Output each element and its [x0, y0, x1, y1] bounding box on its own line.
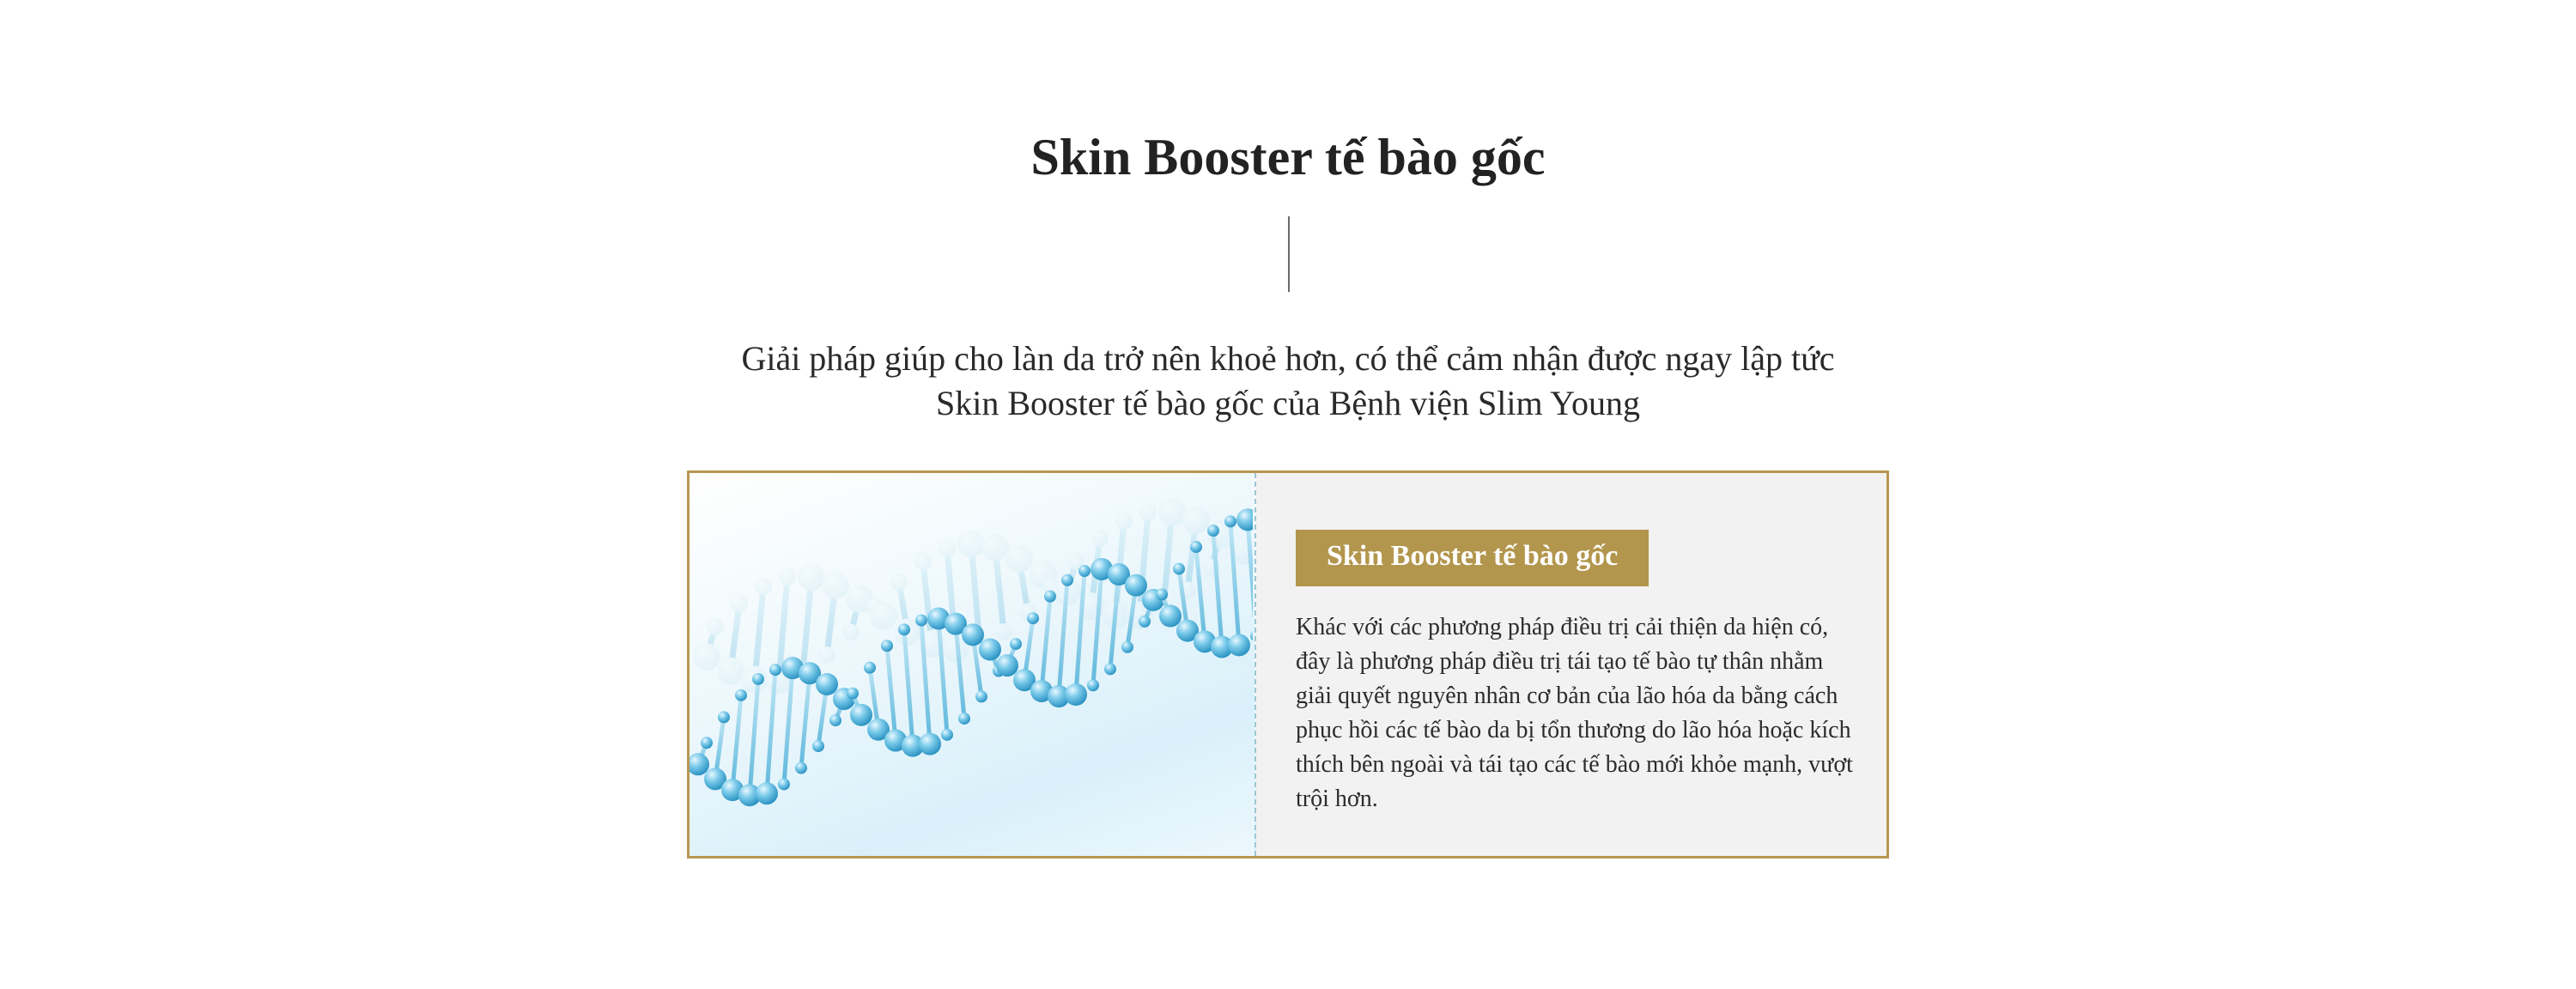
dna-bead — [1115, 513, 1133, 530]
dna-bead — [731, 595, 748, 612]
dna-bead — [1027, 612, 1039, 624]
feature-content — [1256, 473, 1886, 856]
intro-line-1: Giải pháp giúp cho làn da trở nên khoẻ hơn, có thể cảm nhận được ngay lập tức — [741, 339, 1835, 378]
dna-bead — [1044, 591, 1056, 603]
dna-bead — [693, 643, 720, 670]
dna-bead — [981, 534, 1009, 561]
dna-bead — [1224, 515, 1236, 527]
dna-bead — [690, 753, 709, 775]
dna-bead — [1250, 630, 1253, 642]
dna-rung — [803, 577, 811, 671]
dna-bead — [1087, 679, 1099, 691]
dna-bead — [779, 568, 796, 586]
dna-bead — [707, 618, 724, 635]
dna-rung — [801, 673, 810, 768]
dna-bead — [996, 654, 1018, 677]
dna-bead — [1156, 588, 1168, 600]
dna-bead — [718, 711, 730, 723]
dna-rung — [904, 629, 913, 745]
dna-bead — [816, 673, 838, 695]
feature-card — [687, 470, 1889, 859]
dna-bead — [778, 778, 790, 790]
dna-bead — [847, 688, 859, 700]
dna-bead — [812, 740, 824, 752]
dna-bead — [919, 733, 941, 755]
dna-bead — [1010, 638, 1022, 650]
dna-bead — [798, 563, 825, 591]
dna-bead — [1078, 565, 1091, 577]
intro-text — [0, 337, 2576, 426]
dna-bead — [1207, 525, 1219, 537]
dna-bead — [735, 689, 747, 701]
dna-bead — [914, 553, 932, 570]
dna-bead — [829, 714, 841, 726]
dna-bead — [1173, 563, 1185, 575]
dna-bead — [870, 602, 897, 629]
dna-bead — [1005, 545, 1033, 573]
dna-helix-image — [690, 473, 1256, 856]
dna-bead — [717, 658, 744, 685]
dna-bead — [1139, 616, 1151, 628]
feature-badge: Skin Booster tế bào gốc — [1296, 530, 1649, 586]
dna-bead — [701, 737, 713, 749]
dna-bead — [941, 729, 953, 741]
dna-bead — [979, 638, 1001, 660]
dna-bead — [1125, 574, 1147, 597]
dna-bead — [962, 623, 984, 646]
dna-bead — [756, 782, 778, 804]
dna-bead — [1139, 504, 1157, 521]
dna-bead — [1158, 498, 1186, 525]
dna-bead — [1182, 507, 1210, 534]
dna-bead — [881, 640, 893, 652]
dna-rung — [1248, 519, 1253, 635]
dna-bead — [864, 662, 876, 674]
dna-bead — [1190, 541, 1202, 553]
dna-rung — [755, 586, 763, 680]
dna-bead — [842, 624, 860, 641]
intro-line-2: Skin Booster tế bào gốc của Bệnh viện Slim Young — [936, 384, 1640, 422]
dna-bead — [795, 762, 807, 774]
dna-bead — [1228, 634, 1250, 656]
page-title: Skin Booster tế bào gốc — [1030, 129, 1546, 185]
dna-bead — [818, 646, 835, 664]
dna-bead — [898, 623, 910, 635]
dna-bead — [1121, 641, 1133, 653]
dna-rung — [732, 695, 741, 790]
dna-bead — [769, 664, 781, 676]
dna-bead — [975, 690, 987, 702]
dna-bead — [1236, 508, 1253, 531]
dna-bead — [755, 578, 772, 595]
dna-bead — [1091, 530, 1109, 547]
dna-rung — [1042, 597, 1050, 691]
dna-bead — [957, 530, 985, 557]
dna-bead — [752, 673, 764, 685]
dna-bead — [1065, 683, 1087, 706]
dna-bead — [995, 623, 1012, 640]
dna-bead — [890, 573, 908, 591]
dna-bead — [939, 540, 956, 557]
dna-bead — [822, 571, 849, 598]
feature-description: Khác với các phương pháp điều trị cải thiện da hiện có, đây là phương pháp điều trị tái tạo tế bào tự thân nhằm giải quyết nguyên nhân cơ bản của lão hóa da bằng cách phục hồi các tế bào da bị tổn thương do lão hóa hoặc kích thích bên ngoài và tái tạo các tế bào mới khỏe mạnh, vượt trội hơn. — [1296, 614, 1853, 812]
dna-bead — [1104, 663, 1116, 675]
dna-bead — [1159, 605, 1182, 628]
dna-bead — [1061, 574, 1073, 586]
dna-bead — [958, 713, 970, 725]
title-divider — [1288, 216, 1290, 292]
dna-bead — [915, 615, 927, 627]
dna-bead — [850, 704, 872, 726]
dna-rung — [750, 679, 758, 795]
